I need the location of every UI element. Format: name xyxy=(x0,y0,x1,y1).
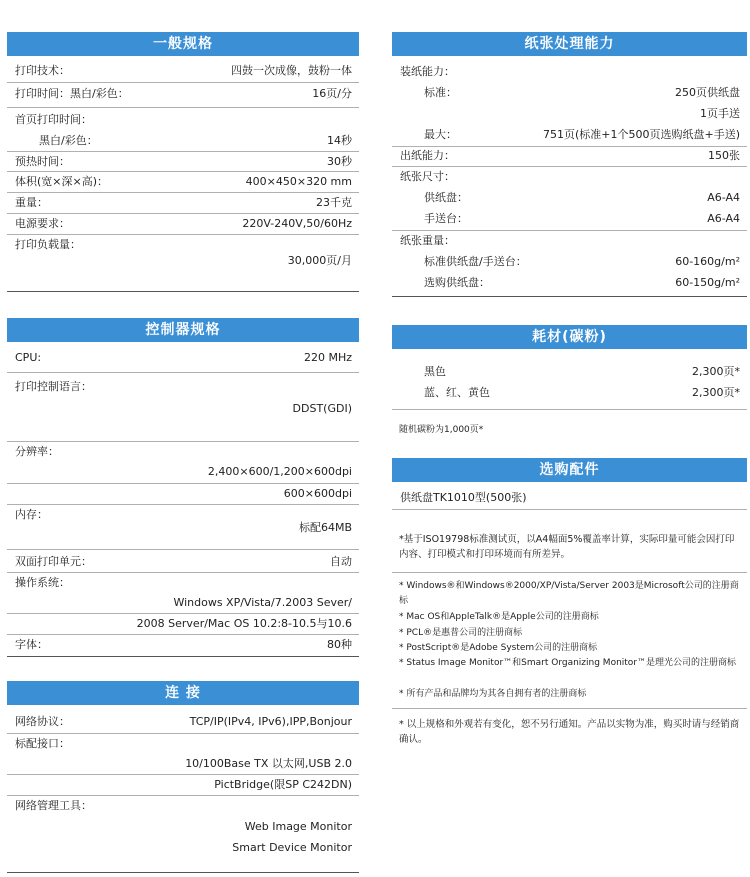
spec-label: 打印负载量： xyxy=(15,238,81,251)
spec-label: 操作系统： xyxy=(15,576,70,589)
trademark-note-6: * 所有产品和品牌均为其各自拥有者的注册商标 xyxy=(399,689,587,699)
section-end-divider xyxy=(392,296,747,297)
trademark-note-3: * PCL®是惠普公司的注册商标 xyxy=(399,628,523,638)
spec-value: 751页(标准+1个500页选购纸盘+手送) xyxy=(542,128,740,141)
warmup-row xyxy=(7,151,359,172)
option-item-row xyxy=(392,487,747,508)
spec-value: Windows XP/Vista/7.2003 Sever/ xyxy=(173,596,352,609)
resolution-row xyxy=(7,441,359,462)
trademark-note-2: * Mac OS和AppleTalk®是Apple公司的注册商标 xyxy=(399,612,599,622)
font-row xyxy=(7,634,359,655)
spec-label: 预热时间： xyxy=(15,155,70,168)
spec-value: 2,300页* xyxy=(692,386,740,399)
spec-value: A6-A4 xyxy=(707,212,740,225)
spec-label: 标准供纸盘/手送台： xyxy=(424,255,527,268)
yield-footnote: *基于ISO19798标准测试页，以A4幅面5%覆盖率计算，实际印量可能会因打印内容、打印模式和打印环境而有所差异。 xyxy=(399,534,735,560)
lang-row xyxy=(7,376,359,397)
spec-label: 纸张尺寸： xyxy=(400,170,455,183)
spec-label: 蓝、红、黄色 xyxy=(424,386,490,399)
paper-handling-header: 纸张处理能力 xyxy=(392,32,747,56)
spec-label: 标准： xyxy=(424,86,457,99)
spec-value: 14秒 xyxy=(327,134,352,147)
divider xyxy=(392,572,747,573)
max-row xyxy=(392,124,747,145)
spec-value: DDST(GDI) xyxy=(292,402,352,415)
spec-label: 字体： xyxy=(15,638,48,651)
spec-label: 双面打印单元： xyxy=(15,555,92,568)
spec-label: 体积(宽×深×高)： xyxy=(15,175,109,188)
divider xyxy=(392,409,747,410)
spec-label: 装纸能力： xyxy=(400,65,455,78)
resolution-value-row-2 xyxy=(7,483,359,504)
spec-label: 打印技术： xyxy=(15,64,70,77)
spec-label: 黑色 xyxy=(424,365,446,378)
spec-value: 2008 Server/Mac OS 10.2:8-10.5与10.6 xyxy=(136,617,352,630)
spec-value: 30秒 xyxy=(327,155,352,168)
spec-value: 250页供纸盘 xyxy=(675,86,740,99)
spec-label: 网络协议： xyxy=(15,715,70,728)
lang-value-row xyxy=(7,398,359,419)
print-tech-row xyxy=(7,60,359,81)
interface-row xyxy=(7,733,359,754)
spec-label: 打印时间：黑白/彩色： xyxy=(15,87,129,100)
divider xyxy=(392,509,747,510)
general-spec-header: 一般规格 xyxy=(7,32,359,56)
management-value-row-1 xyxy=(7,816,359,837)
interface-value-row-2 xyxy=(7,774,359,795)
duty-value-row xyxy=(7,250,359,271)
spec-value: PictBridge(限SP C242DN) xyxy=(214,778,352,791)
spec-value: 四鼓一次成像，鼓粉一体 xyxy=(231,64,352,77)
spec-value: 自动 xyxy=(330,555,352,568)
spec-value: 80种 xyxy=(327,638,352,651)
resolution-value-row-1 xyxy=(7,461,359,482)
first-page-row xyxy=(7,109,359,130)
spec-label: 网络管理工具： xyxy=(15,799,92,812)
spec-value: Web Image Monitor xyxy=(244,820,352,833)
size-row xyxy=(7,171,359,192)
print-time-row xyxy=(7,83,359,104)
spec-label: 重量： xyxy=(15,196,48,209)
divider xyxy=(7,107,359,108)
black-toner-row xyxy=(392,361,747,382)
standard-row xyxy=(392,82,747,103)
spec-label: 选购供纸盘： xyxy=(424,276,490,289)
management-row xyxy=(7,795,359,816)
spec-label: 分辨率： xyxy=(15,445,59,458)
spec-label: 内存： xyxy=(15,508,48,521)
spec-value: 400×450×320 mm xyxy=(245,175,352,188)
weight-row xyxy=(7,192,359,213)
spec-value: TCP/IP(IPv4, IPv6),IPP,Bonjour xyxy=(189,715,352,728)
weight-option-row xyxy=(392,272,747,293)
bypass-size-row xyxy=(392,208,747,229)
spec-label: 黑白/彩色： xyxy=(39,134,98,147)
section-end-divider xyxy=(7,656,359,657)
spec-label: 打印控制语言： xyxy=(15,380,92,393)
os-value-row-1 xyxy=(7,592,359,613)
general-spec-section xyxy=(7,60,359,267)
weight-standard-row xyxy=(392,251,747,272)
spec-value: A6-A4 xyxy=(707,191,740,204)
power-row xyxy=(7,213,359,234)
spec-value: 2,300页* xyxy=(692,365,740,378)
spec-value: 23千克 xyxy=(316,196,352,209)
spec-label: 供纸盘： xyxy=(424,191,468,204)
management-value-row-2 xyxy=(7,837,359,858)
spec-label: 首页打印时间： xyxy=(15,113,92,126)
duplex-row xyxy=(7,551,359,572)
spec-label: 电源要求： xyxy=(15,217,70,230)
connect-header: 连 接 xyxy=(7,681,359,705)
standard-row-2 xyxy=(392,103,747,124)
spec-label: 手送台： xyxy=(424,212,468,225)
first-page-sub-row xyxy=(7,130,359,151)
color-toner-row xyxy=(392,382,747,403)
protocol-row xyxy=(7,711,359,732)
options-header: 选购配件 xyxy=(392,458,747,482)
input-capacity-row xyxy=(392,61,747,82)
os-row xyxy=(7,572,359,593)
trademark-note-1: * Windows®和Windows®2000/XP/Vista/Server 2003是Microsoft公司的注册商标 xyxy=(399,581,739,606)
option-item: 供纸盘TK1010型(500张) xyxy=(400,491,527,504)
section-end-divider xyxy=(7,872,359,873)
spec-value: 16页/分 xyxy=(312,87,352,100)
spec-value: Smart Device Monitor xyxy=(232,841,352,854)
spec-value: 150张 xyxy=(708,149,740,162)
divider xyxy=(392,708,747,709)
memory-value-row xyxy=(7,517,359,538)
disclaimer-note: * 以上规格和外观若有变化，恕不另行通知。产品以实物为准，购买时请与经销商确认。 xyxy=(399,719,740,745)
spec-value: 60-160g/m² xyxy=(675,255,740,268)
output-row xyxy=(392,145,747,166)
spec-label: 纸张重量： xyxy=(400,234,455,247)
spec-label: 最大： xyxy=(424,128,457,141)
trademark-note-4: * PostScript®是Adobe System公司的注册商标 xyxy=(399,643,598,653)
trademark-note-5: * Status Image Monitor™和Smart Organizing Monitor™是理光公司的注册商标 xyxy=(399,658,737,668)
cpu-row xyxy=(7,347,359,368)
interface-value-row-1 xyxy=(7,753,359,774)
tray-size-row xyxy=(392,187,747,208)
spec-label: CPU: xyxy=(15,351,42,364)
spec-value: 220V-240V,50/60Hz xyxy=(242,217,352,230)
divider xyxy=(7,549,359,550)
spec-value: 60-150g/m² xyxy=(675,276,740,289)
os-value-row-2 xyxy=(7,613,359,634)
spec-value: 30,000页/月 xyxy=(287,254,352,267)
spec-label: 出纸能力： xyxy=(400,149,455,162)
spec-value: 标配64MB xyxy=(298,521,352,534)
spec-value: 2,400×600/1,200×600dpi xyxy=(207,465,352,478)
spec-value: 10/100Base TX 以太网,USB 2.0 xyxy=(185,757,352,770)
paper-weight-row xyxy=(392,230,747,251)
spec-value: 600×600dpi xyxy=(283,487,352,500)
starter-toner-note: 随机碳粉为1,000页* xyxy=(399,425,484,435)
spec-value: 1页手送 xyxy=(700,107,740,120)
controller-spec-header: 控制器规格 xyxy=(7,318,359,342)
spec-label: 标配接口： xyxy=(15,737,70,750)
section-end-divider xyxy=(7,291,359,292)
paper-size-row xyxy=(392,166,747,187)
spec-value: 220 MHz xyxy=(303,351,352,364)
divider xyxy=(7,372,359,373)
consumables-header: 耗材(碳粉) xyxy=(392,325,747,349)
